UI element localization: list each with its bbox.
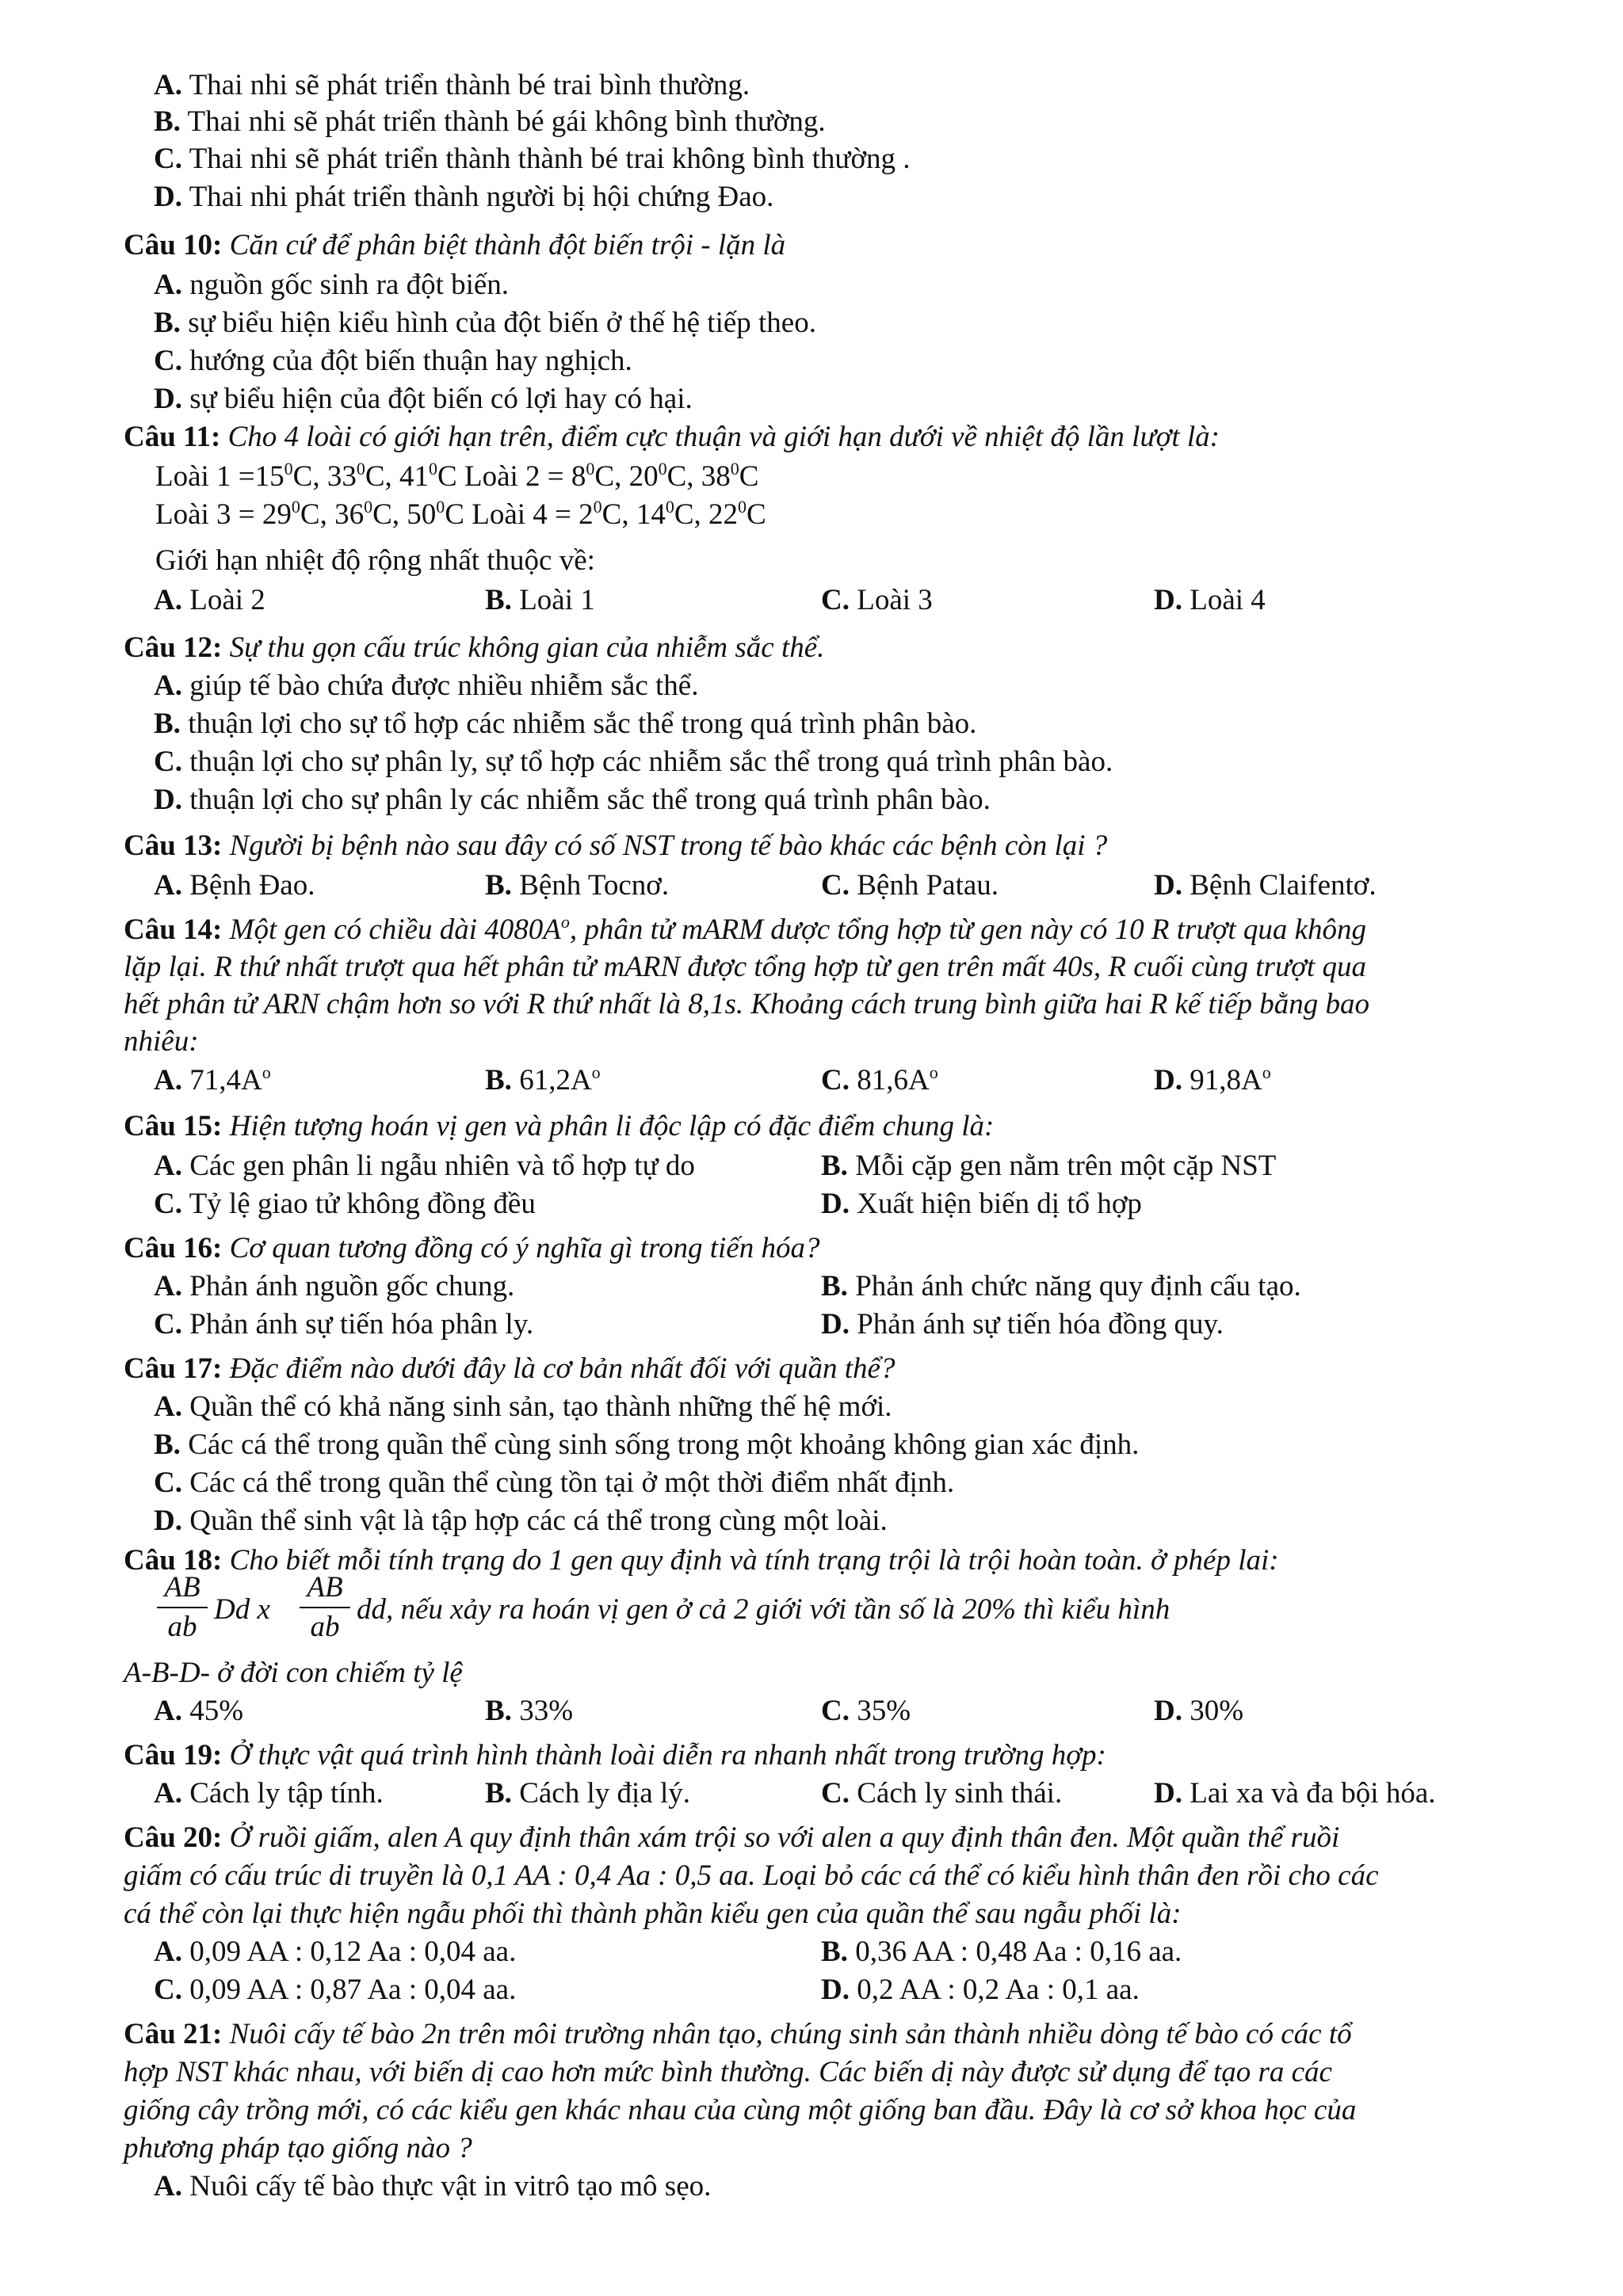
option-letter: B. <box>154 1428 181 1461</box>
q9-option-d <box>154 178 773 215</box>
q18-option-a <box>154 1692 243 1730</box>
option-letter: D. <box>154 784 182 816</box>
data-text: Loài 3 = 29 <box>155 498 292 531</box>
q9-option-a <box>154 67 750 104</box>
option-letter: B. <box>154 307 181 339</box>
option-text: Bệnh Đao. <box>181 869 315 902</box>
q16-option-b <box>821 1268 1301 1305</box>
q18-option-d <box>1154 1692 1243 1730</box>
question-label: Câu 11: <box>124 421 221 453</box>
q14-option-c <box>821 1062 938 1099</box>
q19-option-d <box>1154 1775 1436 1812</box>
option-text: 0,2 AA : 0,2 Aa : 0,1 aa. <box>849 1974 1140 2006</box>
q16-option-d <box>821 1306 1224 1343</box>
option-text: Bệnh Patau. <box>849 869 999 902</box>
q11-question: Giới hạn nhiệt độ rộng nhất thuộc về: <box>155 544 595 577</box>
option-letter: D. <box>154 181 182 213</box>
option-letter: C. <box>154 1188 182 1220</box>
option-letter: A. <box>154 69 182 101</box>
option-text: Phản ánh nguồn gốc chung. <box>181 1270 515 1302</box>
option-text: 71,4A <box>181 1064 262 1097</box>
option-letter: D. <box>1154 584 1182 616</box>
q21-option-a <box>154 2168 711 2205</box>
option-text: Cách ly địa lý. <box>511 1777 690 1810</box>
option-text: 0,36 AA : 0,48 Aa : 0,16 aa. <box>847 1936 1182 1968</box>
unit-sup: o <box>591 1062 601 1082</box>
q11-data-line-2 <box>155 496 766 533</box>
q15-option-a <box>154 1147 695 1184</box>
option-letter: B. <box>485 584 512 616</box>
option-letter: B. <box>485 869 512 902</box>
degree-sup: 0 <box>284 459 293 479</box>
q18-stem <box>124 1542 1279 1579</box>
question-label: Câu 18: <box>124 1544 223 1577</box>
option-letter: B. <box>821 1150 848 1182</box>
option-text: Loài 4 <box>1182 584 1266 616</box>
option-letter: C. <box>821 1064 850 1097</box>
option-text: Bệnh Tocnơ. <box>511 869 670 902</box>
option-text: 33% <box>511 1695 574 1727</box>
q12-option-b <box>154 705 976 742</box>
question-label: Câu 21: <box>124 2018 223 2050</box>
q19-option-c <box>821 1775 1062 1812</box>
q21-stem-line-4: phương pháp tạo giống nào ? <box>124 2132 472 2164</box>
option-letter: B. <box>485 1695 512 1727</box>
option-letter: C. <box>154 1974 182 2006</box>
option-text: sự biểu hiện của đột biến có lợi hay có hại. <box>181 383 693 415</box>
q14-option-b <box>485 1062 601 1099</box>
option-text: Loài 1 <box>511 584 595 616</box>
data-text: C <box>739 460 759 493</box>
option-text: Cách ly sinh thái. <box>849 1777 1063 1810</box>
question-label: Câu 19: <box>124 1739 223 1772</box>
q11-option-c <box>821 582 933 619</box>
q21-stem-line-2: hợp NST khác nhau, với biến dị cao hơn mức bình thường. Các biến dị này được sử dụng để tạo ra các <box>124 2056 1332 2088</box>
q10-option-d <box>154 380 693 418</box>
q16-option-c <box>154 1306 533 1343</box>
option-letter: C. <box>154 1466 182 1499</box>
data-text: C, 38 <box>666 460 731 493</box>
option-text: Quần thể có khả năng sinh sản, tạo thành những thế hệ mới. <box>181 1390 892 1423</box>
q18-stem-line-3: A-B-D- ở đời con chiếm tỷ lệ <box>124 1657 463 1689</box>
option-letter: D. <box>1154 1777 1182 1810</box>
option-letter: A. <box>154 1777 182 1810</box>
option-letter: D. <box>1154 869 1182 902</box>
q10-stem <box>124 227 785 264</box>
option-text: Các cá thể trong quần thể cùng tồn tại ở một thời điểm nhất định. <box>181 1466 955 1499</box>
question-text: Hiện tượng hoán vị gen và phân li độc lập có đặc điểm chung là: <box>222 1110 995 1142</box>
q18-cross-text: Dd x <box>214 1593 270 1626</box>
q13-option-d <box>1154 867 1377 904</box>
option-text: 0,09 AA : 0,12 Aa : 0,04 aa. <box>181 1936 517 1968</box>
q12-option-d <box>154 781 991 818</box>
option-text: 0,09 AA : 0,87 Aa : 0,04 aa. <box>181 1974 517 2006</box>
question-label: Câu 15: <box>124 1110 223 1142</box>
question-text: Căn cứ để phân biệt thành đột biến trội - lặn là <box>222 229 786 261</box>
q15-option-c <box>154 1185 536 1222</box>
q12-option-c <box>154 743 1113 780</box>
option-text: thuận lợi cho sự tổ hợp các nhiễm sắc thể trong quá trình phân bào. <box>180 707 977 740</box>
option-text: Bệnh Claifentơ. <box>1182 869 1377 902</box>
q20-stem-line-2: giấm có cấu trúc di truyền là 0,1 AA : 0,4 Aa : 0,5 aa. Loại bỏ các cá thể có kiểu hình thân đen rồi cho các <box>124 1859 1379 1892</box>
option-text: Thai nhi sẽ phát triển thành bé gái không bình thường. <box>180 105 826 138</box>
unit-sup: o <box>262 1062 271 1082</box>
option-letter: A. <box>154 269 182 301</box>
degree-sup: 0 <box>665 497 674 517</box>
q15-stem <box>124 1108 994 1145</box>
q12-option-a <box>154 667 698 704</box>
data-text: C <box>747 498 766 531</box>
degree-sup: 0 <box>429 459 438 479</box>
data-text: C, 36 <box>300 498 365 531</box>
q20-stem-line-1 <box>124 1819 1339 1856</box>
option-text: Tỷ lệ giao tử không đồng đều <box>181 1188 536 1220</box>
option-letter: A. <box>154 1695 182 1727</box>
q14-stem-line-1 <box>124 911 1366 948</box>
question-label: Câu 12: <box>124 631 223 664</box>
unit-sup: o <box>560 912 570 932</box>
question-text: Đặc điểm nào dưới đây là cơ bản nhất đối với quần thể? <box>222 1352 896 1385</box>
option-letter: A. <box>154 1270 182 1302</box>
data-text: Loài 1 =15 <box>155 460 285 493</box>
option-text: thuận lợi cho sự phân ly, sự tổ hợp các nhiễm sắc thể trong quá trình phân bào. <box>181 746 1113 778</box>
option-text: hướng của đột biến thuận hay nghịch. <box>181 345 632 377</box>
option-text: sự biểu hiện kiểu hình của đột biến ở thế hệ tiếp theo. <box>180 307 816 339</box>
degree-sup: 0 <box>593 497 602 517</box>
question-label: Câu 20: <box>124 1821 223 1854</box>
q17-stem <box>124 1350 895 1387</box>
option-text: Nuôi cấy tế bào thực vật in vitrô tạo mô sẹo. <box>181 2170 712 2203</box>
option-text: Lai xa và đa bội hóa. <box>1182 1777 1436 1810</box>
option-letter: A. <box>154 1390 182 1423</box>
question-label: Câu 16: <box>124 1232 223 1264</box>
option-text: Phản ánh sự tiến hóa đồng quy. <box>849 1308 1224 1341</box>
q9-option-c <box>154 140 911 177</box>
q13-option-a <box>154 867 315 904</box>
option-letter: B. <box>154 105 181 138</box>
option-letter: D. <box>154 383 182 415</box>
q14-option-a <box>154 1062 271 1099</box>
option-letter: B. <box>821 1936 848 1968</box>
q17-option-c <box>154 1464 954 1501</box>
option-text: Thai nhi sẽ phát triển thành thành bé trai không bình thường . <box>181 143 911 175</box>
fraction-denominator: ab <box>167 1611 197 1643</box>
option-letter: A. <box>154 869 182 902</box>
q19-stem <box>124 1737 1106 1774</box>
q13-option-c <box>821 867 999 904</box>
q11-option-a <box>154 582 265 619</box>
q17-option-a <box>154 1388 892 1425</box>
question-text: Sự thu gọn cấu trúc không gian của nhiễm sắc thể. <box>222 631 825 664</box>
option-letter: C. <box>154 1308 182 1341</box>
data-text: C, 14 <box>601 498 666 531</box>
option-text: Quần thể sinh vật là tập hợp các cá thể trong cùng một loài. <box>181 1505 888 1537</box>
q19-option-b <box>485 1775 690 1812</box>
q17-option-d <box>154 1502 888 1539</box>
option-text: giúp tế bào chứa được nhiều nhiễm sắc thể. <box>181 669 699 702</box>
q18-option-c <box>821 1692 911 1730</box>
option-text: 30% <box>1182 1695 1244 1727</box>
question-text: Ở ruồi giấm, alen A quy định thân xám trội so với alen a quy định thân đen. Một quần thể ruồi <box>222 1821 1340 1854</box>
genotype-fraction-1 <box>157 1570 208 1645</box>
question-text: Ở thực vật quá trình hình thành loài diễn ra nhanh nhất trong trường hợp: <box>222 1739 1106 1772</box>
option-text: Xuất hiện biến dị tổ hợp <box>849 1188 1142 1220</box>
q20-option-b <box>821 1933 1182 1970</box>
option-letter: C. <box>154 345 182 377</box>
question-text: Cơ quan tương đồng có ý nghĩa gì trong tiến hóa? <box>222 1232 820 1264</box>
fraction-numerator: AB <box>307 1571 343 1604</box>
option-text: 35% <box>849 1695 911 1727</box>
option-letter: B. <box>485 1064 512 1097</box>
q15-option-d <box>821 1185 1142 1222</box>
fraction-bar <box>157 1607 208 1608</box>
q14-stem-line-2: lặp lại. R thứ nhất trượt qua hết phân tử mARN được tổng hợp từ gen trên mất 40s, R cuối cùng trượt qua <box>124 951 1366 983</box>
option-text: 81,6A <box>849 1064 930 1097</box>
q18-stem-line-2: dd, nếu xảy ra hoán vị gen ở cả 2 giới với tần số là 20% thì kiểu hình <box>357 1593 1170 1626</box>
q21-stem-line-1 <box>124 2016 1352 2053</box>
data-text: C Loài 4 = 2 <box>445 498 594 531</box>
q20-option-a <box>154 1933 516 1970</box>
q11-option-d <box>1154 582 1266 619</box>
option-text: Cách ly tập tính. <box>181 1777 384 1810</box>
option-text: Phản ánh chức năng quy định cấu tạo. <box>847 1270 1301 1302</box>
data-text: C, 41 <box>365 460 430 493</box>
q11-data-line-1 <box>155 458 758 495</box>
q15-option-b <box>821 1147 1276 1184</box>
degree-sup: 0 <box>291 497 300 517</box>
option-letter: A. <box>154 584 182 616</box>
option-letter: C. <box>821 584 850 616</box>
option-letter: D. <box>821 1188 850 1220</box>
q20-option-c <box>154 1971 516 2008</box>
data-text: C, 20 <box>594 460 659 493</box>
option-letter: D. <box>154 1505 182 1537</box>
q16-option-a <box>154 1268 514 1305</box>
option-text: 45% <box>181 1695 244 1727</box>
question-text: Cho 4 loài có giới hạn trên, điểm cực thuận và giới hạn dưới về nhiệt độ lần lượt là: <box>220 421 1220 453</box>
option-letter: B. <box>485 1777 512 1810</box>
option-text: thuận lợi cho sự phân ly các nhiễm sắc thể trong quá trình phân bào. <box>181 784 991 816</box>
option-text: Loài 2 <box>181 584 265 616</box>
option-text: Loài 3 <box>849 584 933 616</box>
data-text: C, 50 <box>372 498 437 531</box>
q11-stem <box>124 418 1220 456</box>
option-text: Phản ánh sự tiến hóa phân ly. <box>181 1308 534 1341</box>
question-label: Câu 10: <box>124 229 223 261</box>
degree-sup: 0 <box>658 459 667 479</box>
q16-stem <box>124 1230 819 1267</box>
question-text: Nuôi cấy tế bào 2n trên môi trường nhân tạo, chúng sinh sản thành nhiều dòng tế bào có các tổ <box>222 2018 1352 2050</box>
q14-option-d <box>1154 1062 1271 1099</box>
degree-sup: 0 <box>586 459 595 479</box>
genotype-fraction-2 <box>300 1570 350 1645</box>
option-text: Thai nhi phát triển thành người bị hội chứng Đao. <box>181 181 774 213</box>
fraction-bar <box>300 1607 350 1608</box>
q9-option-b <box>154 103 826 140</box>
degree-sup: 0 <box>436 497 445 517</box>
unit-sup: o <box>929 1062 938 1082</box>
option-text: Các cá thể trong quần thể cùng sinh sống trong một khoảng không gian xác định. <box>180 1428 1140 1461</box>
fraction-denominator: ab <box>310 1611 340 1643</box>
degree-sup: 0 <box>738 497 747 517</box>
option-text: Thai nhi sẽ phát triển thành bé trai bình thường. <box>181 69 750 101</box>
question-label: Câu 13: <box>124 830 223 862</box>
q20-stem-line-3: cá thể còn lại thực hiện ngẫu phối thì thành phần kiểu gen của quần thể sau ngẫu phối là: <box>124 1897 1182 1930</box>
q14-stem-line-3: hết phân tử ARN chậm hơn so với R thứ nhất là 8,1s. Khoảng cách trung bình giữa hai R kế tiếp bằng bao <box>124 988 1370 1020</box>
option-letter: D. <box>821 1974 850 2006</box>
option-letter: C. <box>154 746 182 778</box>
option-letter: B. <box>154 707 181 740</box>
fraction-numerator: AB <box>164 1571 200 1604</box>
q13-stem <box>124 827 1107 864</box>
option-letter: B. <box>821 1270 848 1302</box>
option-letter: C. <box>154 143 182 175</box>
question-text: Người bị bệnh nào sau đây có số NST trong tế bào khác các bệnh còn lại ? <box>222 830 1108 862</box>
question-text: Một gen có chiều dài 4080A <box>222 913 561 946</box>
q10-option-b <box>154 304 816 341</box>
q17-option-b <box>154 1426 1139 1463</box>
question-label: Câu 17: <box>124 1352 223 1385</box>
option-letter: A. <box>154 2170 182 2203</box>
q11-option-b <box>485 582 595 619</box>
degree-sup: 0 <box>356 459 365 479</box>
option-letter: A. <box>154 1936 182 1968</box>
question-text: , phân tử mARM dược tổng hợp từ gen này có 10 R trượt qua không <box>569 913 1367 946</box>
option-letter: D. <box>1154 1064 1182 1097</box>
option-letter: D. <box>821 1308 850 1341</box>
degree-sup: 0 <box>730 459 739 479</box>
option-letter: A. <box>154 1064 182 1097</box>
question-label: Câu 14: <box>124 913 223 946</box>
option-letter: A. <box>154 1150 182 1182</box>
option-text: Mỗi cặp gen nằm trên một cặp NST <box>847 1150 1277 1182</box>
q20-option-d <box>821 1971 1140 2008</box>
data-text: C Loài 2 = 8 <box>437 460 586 493</box>
option-text: 91,8A <box>1182 1064 1262 1097</box>
option-letter: A. <box>154 669 182 702</box>
option-letter: C. <box>821 1777 850 1810</box>
q10-option-c <box>154 342 632 379</box>
option-letter: C. <box>821 869 850 902</box>
q19-option-a <box>154 1775 384 1812</box>
option-text: Các gen phân li ngẫu nhiên và tổ hợp tự do <box>181 1150 695 1182</box>
option-letter: D. <box>1154 1695 1182 1727</box>
q18-option-b <box>485 1692 573 1730</box>
q12-stem <box>124 629 824 666</box>
unit-sup: o <box>1262 1062 1271 1082</box>
degree-sup: 0 <box>364 497 373 517</box>
question-text: Cho biết mỗi tính trạng do 1 gen quy định và tính trạng trội là trội hoàn toàn. ở phép lai: <box>222 1544 1279 1577</box>
option-letter: C. <box>821 1695 850 1727</box>
q14-stem-line-4: nhiêu: <box>124 1025 199 1058</box>
q10-option-a <box>154 266 509 303</box>
data-text: C, 33 <box>292 460 357 493</box>
option-text: 61,2A <box>511 1064 592 1097</box>
option-text: nguồn gốc sinh ra đột biến. <box>181 269 510 301</box>
q13-option-b <box>485 867 669 904</box>
q21-stem-line-3: giống cây trồng mới, có các kiểu gen khác nhau của cùng một giống ban đầu. Đây là cơ sở khoa học của <box>124 2094 1357 2126</box>
data-text: C, 22 <box>674 498 739 531</box>
